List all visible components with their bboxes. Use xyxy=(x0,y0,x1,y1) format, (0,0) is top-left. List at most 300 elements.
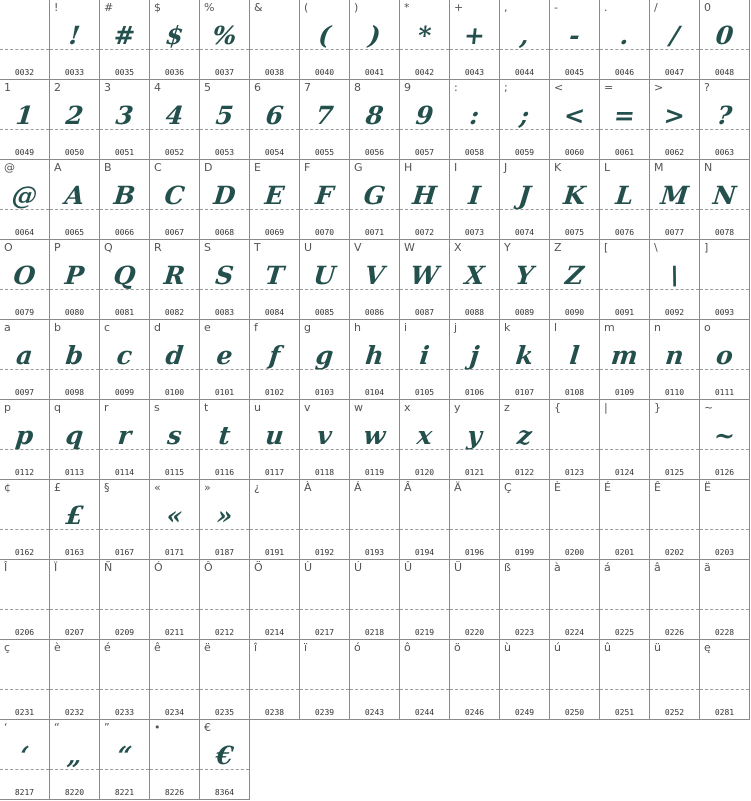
char-code: 0201 xyxy=(614,548,635,557)
glyph-cell xyxy=(450,480,500,560)
char-code: 8364 xyxy=(214,788,235,797)
char-code: 0226 xyxy=(664,628,685,637)
baseline-guide xyxy=(550,449,599,450)
cell-label: t xyxy=(204,401,209,414)
baseline-guide xyxy=(650,689,699,690)
char-code: 0037 xyxy=(214,68,235,77)
glyph-cell xyxy=(50,240,100,320)
cell-label: z xyxy=(504,401,510,414)
glyph-sample: „ xyxy=(65,741,84,770)
glyph-sample: P xyxy=(63,261,86,290)
char-code: 0220 xyxy=(464,628,485,637)
glyph-cell xyxy=(700,640,750,720)
glyph-sample: 5 xyxy=(214,101,235,130)
baseline-guide xyxy=(650,529,699,530)
glyph-sample: m xyxy=(609,341,640,370)
glyph-cell xyxy=(450,0,500,80)
char-code: 0219 xyxy=(414,628,435,637)
baseline-guide xyxy=(550,529,599,530)
glyph-cell xyxy=(600,400,650,480)
char-code: 0211 xyxy=(164,628,185,637)
baseline-guide xyxy=(350,689,399,690)
glyph-sample: 4 xyxy=(164,101,185,130)
glyph-cell xyxy=(600,240,650,320)
glyph-cell xyxy=(450,640,500,720)
cell-label: i xyxy=(404,321,408,334)
glyph-sample: Q xyxy=(112,261,137,290)
glyph-cell xyxy=(350,80,400,160)
glyph-cell xyxy=(550,320,600,400)
cell-label: | xyxy=(604,401,608,414)
char-code: 0246 xyxy=(464,708,485,717)
char-code: 0114 xyxy=(114,468,135,477)
char-code: 0090 xyxy=(564,308,585,317)
cell-label: ó xyxy=(354,641,361,654)
glyph-sample: O xyxy=(12,261,37,290)
glyph-cell xyxy=(450,160,500,240)
glyph-cell xyxy=(550,80,600,160)
glyph-sample: , xyxy=(518,21,531,50)
baseline-guide xyxy=(250,529,299,530)
glyph-cell xyxy=(150,240,200,320)
char-code: 0117 xyxy=(264,468,285,477)
baseline-guide xyxy=(200,689,249,690)
glyph-cell xyxy=(650,80,700,160)
glyph-cell xyxy=(250,240,300,320)
cell-label: 7 xyxy=(304,81,311,94)
baseline-guide xyxy=(400,689,449,690)
char-code: 0193 xyxy=(364,548,385,557)
cell-label: ú xyxy=(554,641,561,654)
glyph-cell xyxy=(650,160,700,240)
glyph-cell xyxy=(100,240,150,320)
cell-label: £ xyxy=(54,481,61,494)
char-code: 0120 xyxy=(414,468,435,477)
glyph-cell xyxy=(50,160,100,240)
baseline-guide xyxy=(250,609,299,610)
char-code: 0059 xyxy=(514,148,535,157)
cell-label: ä xyxy=(704,561,711,574)
glyph-cell xyxy=(450,320,500,400)
glyph-cell xyxy=(650,320,700,400)
glyph-cell xyxy=(400,80,450,160)
baseline-guide xyxy=(0,689,49,690)
cell-label: î xyxy=(254,641,258,654)
char-code: 0206 xyxy=(14,628,35,637)
char-code: 0192 xyxy=(314,548,335,557)
cell-label: f xyxy=(254,321,258,334)
glyph-sample: 9 xyxy=(414,101,435,130)
char-code: 0167 xyxy=(114,548,135,557)
char-code: 0057 xyxy=(414,148,435,157)
char-code: 0105 xyxy=(414,388,435,397)
cell-label: 0 xyxy=(704,1,711,14)
char-code: 0091 xyxy=(614,308,635,317)
char-code: 0060 xyxy=(564,148,585,157)
baseline-guide xyxy=(650,449,699,450)
glyph-sample: > xyxy=(662,101,687,130)
glyph-cell xyxy=(400,0,450,80)
cell-label: 4 xyxy=(154,81,161,94)
glyph-cell xyxy=(50,320,100,400)
glyph-cell xyxy=(300,240,350,320)
glyph-cell xyxy=(200,320,250,400)
char-code: 0085 xyxy=(314,308,335,317)
glyph-cell xyxy=(400,480,450,560)
char-code: 0046 xyxy=(614,68,635,77)
char-code: 0123 xyxy=(564,468,585,477)
baseline-guide xyxy=(550,609,599,610)
cell-label: Ê xyxy=(654,481,661,494)
glyph-cell xyxy=(550,400,600,480)
char-code: 8226 xyxy=(164,788,185,797)
glyph-sample: a xyxy=(14,341,35,370)
cell-label: é xyxy=(104,641,111,654)
cell-label: w xyxy=(354,401,363,414)
glyph-cell xyxy=(600,640,650,720)
char-code: 0101 xyxy=(214,388,235,397)
cell-label: Á xyxy=(354,481,362,494)
char-code: 0089 xyxy=(514,308,535,317)
char-code: 0209 xyxy=(114,628,135,637)
baseline-guide xyxy=(450,529,499,530)
cell-label: r xyxy=(104,401,109,414)
cell-label: + xyxy=(454,1,464,14)
char-code: 0106 xyxy=(464,388,485,397)
glyph-sample: Z xyxy=(563,261,586,290)
cell-label: V xyxy=(354,241,362,254)
cell-label: U xyxy=(304,241,313,254)
glyph-cell xyxy=(50,400,100,480)
cell-label: D xyxy=(204,161,213,174)
glyph-cell xyxy=(650,400,700,480)
cell-label: L xyxy=(604,161,611,174)
glyph-cell xyxy=(300,160,350,240)
glyph-cell xyxy=(500,0,550,80)
char-code: 0056 xyxy=(364,148,385,157)
char-code: 0234 xyxy=(164,708,185,717)
baseline-guide xyxy=(700,609,749,610)
glyph-sample: \ xyxy=(668,261,681,290)
cell-label: ę xyxy=(704,641,711,654)
char-code: 0202 xyxy=(664,548,685,557)
cell-label: E xyxy=(254,161,261,174)
glyph-sample: J xyxy=(517,181,532,210)
cell-label: 6 xyxy=(254,81,261,94)
char-code: 0069 xyxy=(264,228,285,237)
glyph-cell xyxy=(50,80,100,160)
glyph-sample: : xyxy=(468,101,481,130)
baseline-guide xyxy=(400,609,449,610)
cell-label: n xyxy=(654,321,661,334)
cell-label: k xyxy=(504,321,511,334)
char-code: 0100 xyxy=(164,388,185,397)
glyph-cell xyxy=(0,160,50,240)
baseline-guide xyxy=(100,689,149,690)
cell-label: ] xyxy=(704,241,709,254)
cell-label: ë xyxy=(204,641,211,654)
char-code: 0049 xyxy=(14,148,35,157)
glyph-sample: ) xyxy=(367,21,382,50)
glyph-sample: j xyxy=(468,341,481,370)
char-code: 0113 xyxy=(64,468,85,477)
cell-label: $ xyxy=(154,1,161,14)
cell-label: Û xyxy=(404,561,413,574)
glyph-cell xyxy=(500,320,550,400)
glyph-sample: X xyxy=(463,261,486,290)
char-code: 0239 xyxy=(314,708,335,717)
glyph-sample: L xyxy=(614,181,635,210)
cell-label: [ xyxy=(604,241,609,254)
glyph-sample: T xyxy=(263,261,286,290)
glyph-cell xyxy=(50,640,100,720)
glyph-cell xyxy=(50,0,100,80)
glyph-sample: 3 xyxy=(114,101,135,130)
baseline-guide xyxy=(150,609,199,610)
cell-label: Â xyxy=(404,481,412,494)
char-code: 8221 xyxy=(114,788,135,797)
glyph-cell xyxy=(300,400,350,480)
char-code: 0083 xyxy=(214,308,235,317)
char-code: 0048 xyxy=(714,68,735,77)
char-code: 0200 xyxy=(564,548,585,557)
baseline-guide xyxy=(350,609,399,610)
char-code: 0228 xyxy=(714,628,735,637)
char-code: 0061 xyxy=(614,148,635,157)
cell-label: ç xyxy=(4,641,11,654)
char-code: 0214 xyxy=(264,628,285,637)
glyph-sample: k xyxy=(514,341,535,370)
char-code: 0217 xyxy=(314,628,335,637)
char-code: 0086 xyxy=(364,308,385,317)
cell-label: @ xyxy=(4,161,15,174)
cell-label: è xyxy=(54,641,61,654)
char-code: 0065 xyxy=(64,228,85,237)
cell-label: â xyxy=(654,561,661,574)
baseline-guide xyxy=(600,529,649,530)
char-code: 0119 xyxy=(364,468,385,477)
cell-label: e xyxy=(204,321,211,334)
baseline-guide xyxy=(550,689,599,690)
glyph-cell xyxy=(0,400,50,480)
glyph-cell xyxy=(50,480,100,560)
baseline-guide xyxy=(450,609,499,610)
cell-label: ; xyxy=(504,81,508,94)
baseline-guide xyxy=(500,609,549,610)
glyph-sample: q xyxy=(64,421,85,450)
glyph-sample: e xyxy=(215,341,235,370)
cell-label: ‘ xyxy=(4,721,8,734)
char-code: 0187 xyxy=(214,548,235,557)
char-code: 0053 xyxy=(214,148,235,157)
cell-label: Ë xyxy=(704,481,711,494)
glyph-cell xyxy=(350,320,400,400)
char-code: 0070 xyxy=(314,228,335,237)
glyph-sample: G xyxy=(362,181,387,210)
char-code: 0115 xyxy=(164,468,185,477)
baseline-guide xyxy=(600,609,649,610)
char-code: 0233 xyxy=(114,708,135,717)
glyph-cell xyxy=(0,80,50,160)
baseline-guide xyxy=(650,609,699,610)
glyph-cell xyxy=(700,560,750,640)
cell-label: 9 xyxy=(404,81,411,94)
cell-label: ê xyxy=(154,641,161,654)
cell-label: á xyxy=(604,561,611,574)
glyph-cell xyxy=(100,560,150,640)
glyph-cell xyxy=(0,0,50,80)
glyph-cell xyxy=(150,480,200,560)
cell-label: ? xyxy=(704,81,710,94)
char-code: 0079 xyxy=(14,308,35,317)
glyph-sample: € xyxy=(214,741,235,770)
cell-label: v xyxy=(304,401,311,414)
glyph-cell xyxy=(350,640,400,720)
char-code: 0110 xyxy=(664,388,685,397)
glyph-cell xyxy=(300,640,350,720)
glyph-cell xyxy=(200,80,250,160)
glyph-cell xyxy=(250,400,300,480)
glyph-cell xyxy=(150,0,200,80)
glyph-sample: x xyxy=(415,421,434,450)
glyph-sample: U xyxy=(312,261,337,290)
glyph-sample: 8 xyxy=(364,101,385,130)
glyph-cell xyxy=(0,640,50,720)
glyph-sample: C xyxy=(163,181,187,210)
glyph-cell xyxy=(500,480,550,560)
cell-label: Ó xyxy=(154,561,163,574)
char-code: 0043 xyxy=(464,68,485,77)
char-code: 0082 xyxy=(164,308,185,317)
glyph-cell xyxy=(300,480,350,560)
glyph-sample: t xyxy=(217,421,232,450)
cell-label: g xyxy=(304,321,311,334)
glyph-cell xyxy=(200,560,250,640)
cell-label: Z xyxy=(554,241,562,254)
cell-label: Ú xyxy=(354,561,363,574)
cell-label: } xyxy=(654,401,661,414)
char-code: 0073 xyxy=(464,228,485,237)
cell-label: ! xyxy=(54,1,59,14)
glyph-sample: @ xyxy=(10,181,39,210)
glyph-cell xyxy=(400,400,450,480)
cell-label: ü xyxy=(654,641,661,654)
glyph-cell xyxy=(350,480,400,560)
char-code: 0047 xyxy=(664,68,685,77)
cell-label: % xyxy=(204,1,215,14)
char-code: 0087 xyxy=(414,308,435,317)
glyph-cell xyxy=(200,400,250,480)
char-code: 0035 xyxy=(114,68,135,77)
glyph-sample: < xyxy=(562,101,587,130)
glyph-cell xyxy=(0,720,50,800)
glyph-cell xyxy=(450,560,500,640)
glyph-cell xyxy=(200,240,250,320)
char-code: 0067 xyxy=(164,228,185,237)
cell-label: 1 xyxy=(4,81,11,94)
cell-label: > xyxy=(654,81,664,94)
glyph-cell xyxy=(700,240,750,320)
glyph-cell xyxy=(500,160,550,240)
char-code: 0252 xyxy=(664,708,685,717)
glyph-sample: + xyxy=(462,21,487,50)
cell-label: P xyxy=(54,241,61,254)
glyph-cell xyxy=(500,240,550,320)
glyph-cell xyxy=(650,240,700,320)
cell-label: ö xyxy=(454,641,461,654)
cell-label: Ô xyxy=(204,561,213,574)
glyph-cell xyxy=(550,480,600,560)
char-code: 0064 xyxy=(14,228,35,237)
glyph-cell xyxy=(200,0,250,80)
cell-label: à xyxy=(554,561,561,574)
char-code: 0104 xyxy=(364,388,385,397)
glyph-cell xyxy=(150,560,200,640)
cell-label: À xyxy=(304,481,312,494)
cell-label: ¢ xyxy=(4,481,11,494)
glyph-sample: B xyxy=(112,181,137,210)
glyph-cell xyxy=(250,560,300,640)
cell-label: S xyxy=(204,241,211,254)
glyph-cell xyxy=(700,160,750,240)
cell-label: 8 xyxy=(354,81,361,94)
glyph-sample: K xyxy=(562,181,587,210)
glyph-sample: E xyxy=(263,181,286,210)
cell-label: » xyxy=(204,481,211,494)
char-code: 0058 xyxy=(464,148,485,157)
glyph-cell xyxy=(150,640,200,720)
baseline-guide xyxy=(0,49,49,50)
glyph-cell xyxy=(600,80,650,160)
char-code: 0116 xyxy=(214,468,235,477)
char-code: 0125 xyxy=(664,468,685,477)
baseline-guide xyxy=(300,609,349,610)
glyph-sample: n xyxy=(663,341,686,370)
char-code: 0097 xyxy=(14,388,35,397)
char-code: 0250 xyxy=(564,708,585,717)
char-code: 0077 xyxy=(664,228,685,237)
cell-label: Ñ xyxy=(104,561,113,574)
baseline-guide xyxy=(500,529,549,530)
glyph-sample: M xyxy=(659,181,690,210)
glyph-cell xyxy=(550,640,600,720)
cell-label: J xyxy=(504,161,508,174)
char-code: 0218 xyxy=(364,628,385,637)
char-code: 0196 xyxy=(464,548,485,557)
glyph-sample: ( xyxy=(317,21,332,50)
cell-label: M xyxy=(654,161,664,174)
cell-label: : xyxy=(454,81,458,94)
char-code: 0212 xyxy=(214,628,235,637)
cell-label: & xyxy=(254,1,263,14)
glyph-cell xyxy=(50,720,100,800)
char-code: 0244 xyxy=(414,708,435,717)
glyph-sample: % xyxy=(211,21,238,50)
char-code: 0051 xyxy=(114,148,135,157)
char-code: 0102 xyxy=(264,388,285,397)
glyph-sample: £ xyxy=(64,501,85,530)
cell-label: 2 xyxy=(54,81,61,94)
cell-label: ~ xyxy=(704,401,714,414)
baseline-guide xyxy=(700,689,749,690)
char-code: 0036 xyxy=(164,68,185,77)
glyph-cell xyxy=(200,160,250,240)
glyph-cell xyxy=(100,640,150,720)
cell-label: ¿ xyxy=(254,481,260,494)
char-code: 0235 xyxy=(214,708,235,717)
char-code: 0050 xyxy=(64,148,85,157)
cell-label: É xyxy=(604,481,611,494)
